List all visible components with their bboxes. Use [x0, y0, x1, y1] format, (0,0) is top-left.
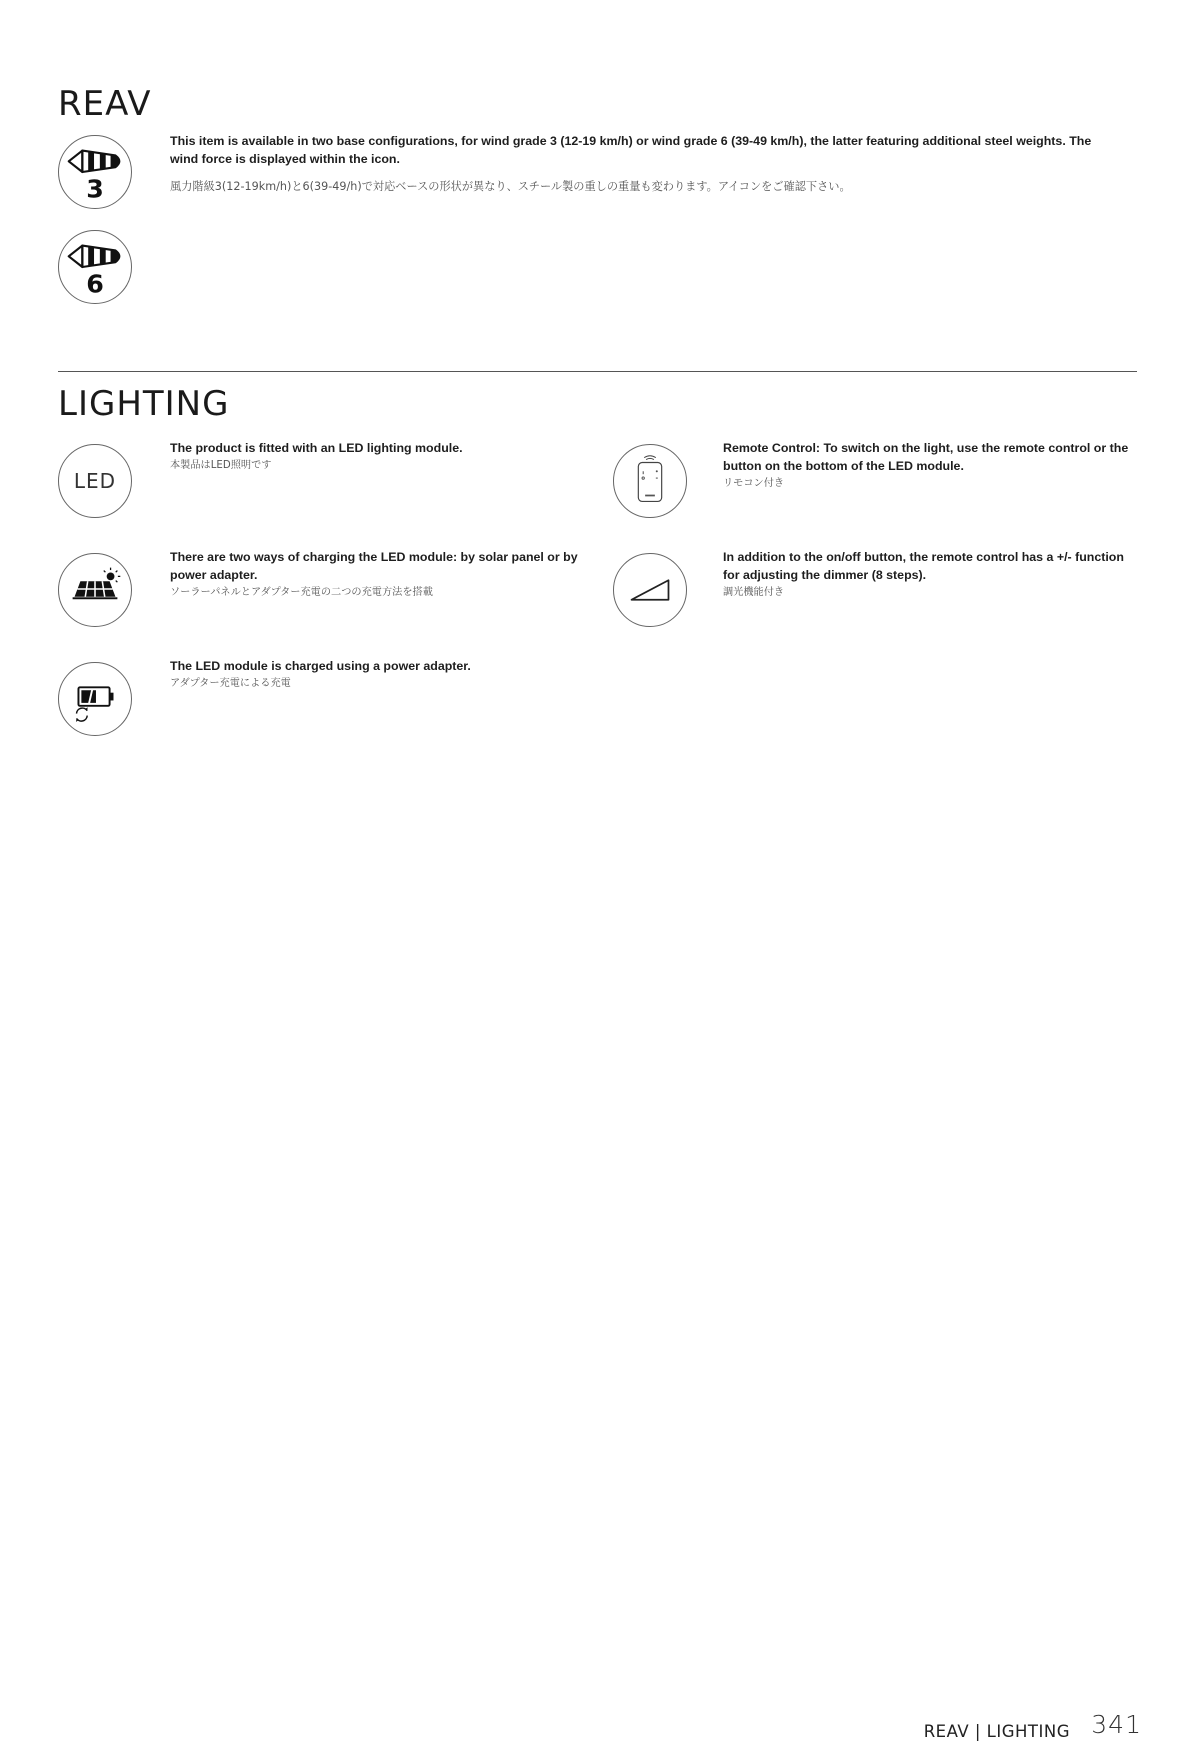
windsock-6-icon [58, 230, 132, 304]
solar-panel-feature [170, 548, 590, 600]
remote-control-icon [613, 444, 687, 518]
windsock-3-icon [58, 135, 132, 209]
solar-panel-feature-en: There are two ways of charging the LED module: by solar panel or by power adapter. [170, 550, 578, 582]
section-divider [58, 371, 1137, 372]
battery-charging-icon [58, 662, 132, 736]
battery-charging-feature [170, 657, 610, 691]
solar-panel-feature-jp: ソーラーパネルとアダプター充電の二つの充電方法を搭載 [170, 587, 433, 598]
lighting-title: LIGHTING [58, 384, 230, 424]
dimmer-feature-en: In addition to the on/off button, the remote control has a +/- function for adjusting the dimmer (8 steps). [723, 550, 1124, 582]
led-icon-label: LED [73, 469, 117, 493]
reav-description-en: This item is available in two base configurations, for wind grade 3 (12-19 km/h) or wind grade 6 (39-49 km/h), the latter featuring additional steel weights. The wind force is displayed within the icon. [170, 134, 1092, 166]
remote-control-feature-en: Remote Control: To switch on the light, use the remote control or the button on the bottom of the LED module. [723, 441, 1129, 473]
battery-charging-feature-en: The LED module is charged using a power adapter. [170, 659, 471, 673]
led-icon [58, 444, 132, 518]
footer-section-label: REAV | LIGHTING [923, 1722, 1070, 1741]
page-number: 341 [1091, 1710, 1142, 1739]
reav-description [170, 132, 1100, 194]
dimmer-feature [723, 548, 1143, 600]
windsock-3-number: 3 [86, 174, 104, 204]
led-feature [170, 439, 610, 473]
led-feature-en: The product is fitted with an LED lighting module. [170, 441, 463, 455]
dimmer-icon [613, 553, 687, 627]
windsock-6-number: 6 [86, 269, 104, 299]
reav-title: REAV [58, 84, 152, 124]
led-feature-jp: 本製品はLED照明です [170, 460, 272, 471]
remote-control-feature-jp: リモコン付き [723, 478, 785, 489]
solar-panel-icon [58, 553, 132, 627]
battery-charging-feature-jp: アダプター充電による充電 [170, 678, 291, 689]
remote-control-feature [723, 439, 1143, 491]
dimmer-feature-jp: 調光機能付き [723, 587, 785, 598]
reav-description-jp: 風力階級3(12-19km/h)と6(39-49/h)で対応ベースの形状が異なり、スチール製の重しの重量も変わります。アイコンをご確認下さい。 [170, 180, 851, 193]
